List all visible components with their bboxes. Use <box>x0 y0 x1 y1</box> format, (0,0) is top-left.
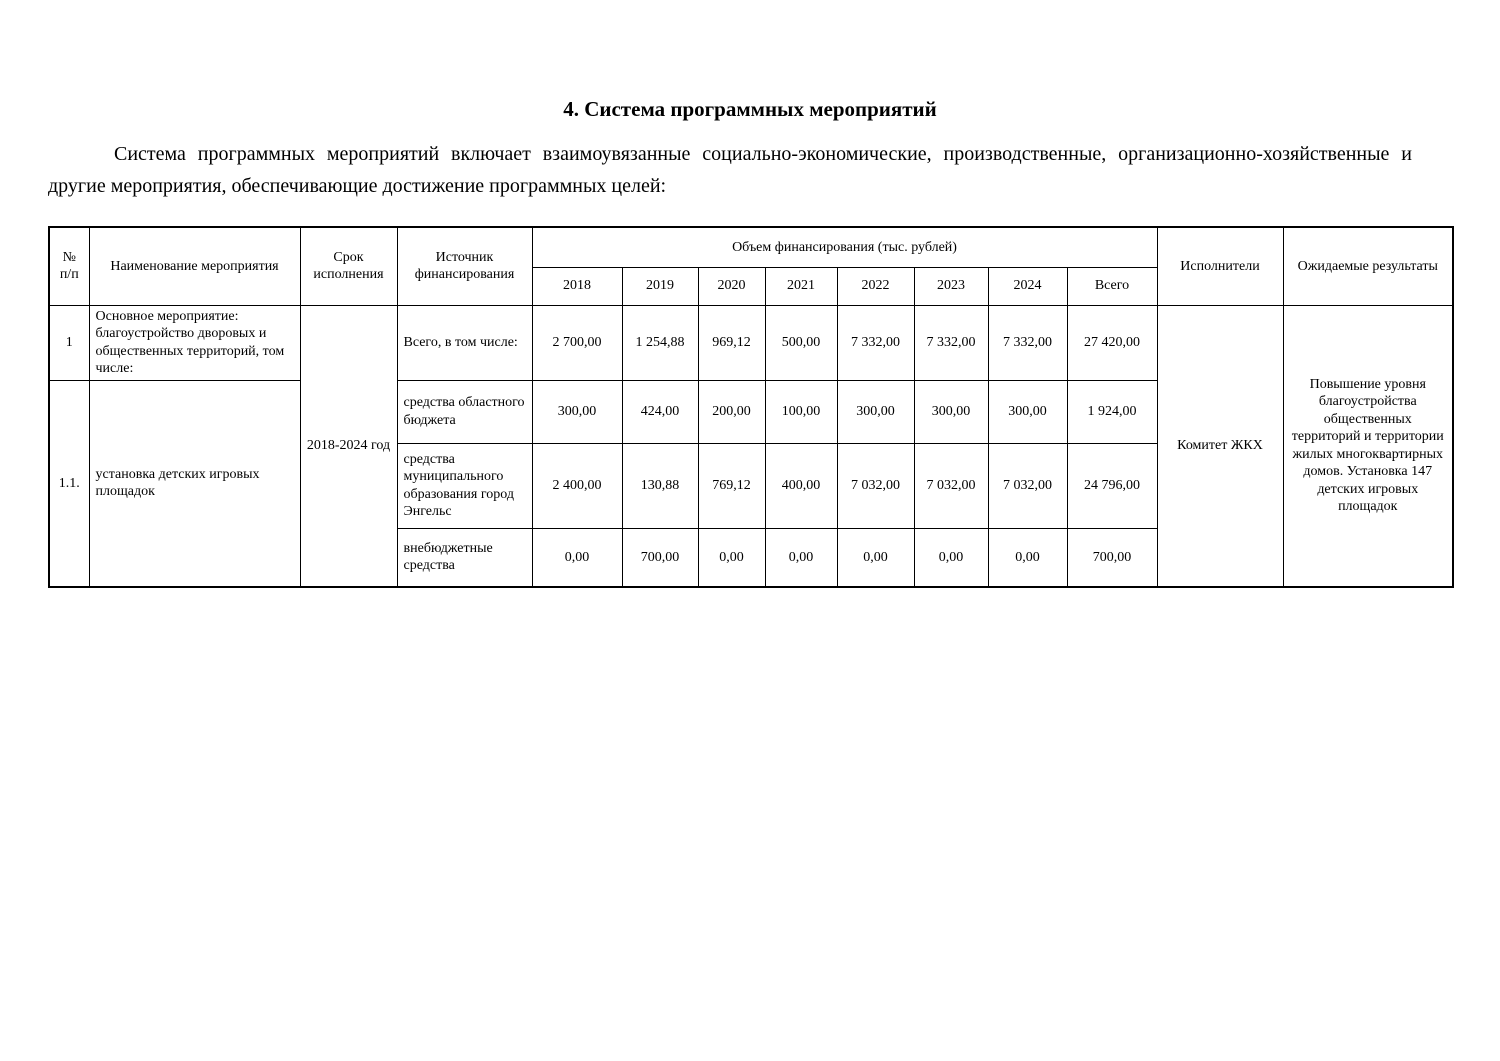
row4-source: внебюджетные средства <box>397 528 532 587</box>
row3-value-2020: 769,12 <box>698 443 765 528</box>
row2-value-2020: 200,00 <box>698 380 765 443</box>
row2-value-2019: 424,00 <box>622 380 698 443</box>
row2-num: 1.1. <box>49 380 89 587</box>
row4-value-2020: 0,00 <box>698 528 765 587</box>
row2-value-2021: 100,00 <box>765 380 837 443</box>
expected-results-cell: Повышение уровня благоустройства общественных территорий и территории жилых многоквартирных домов. Установка 147 детских игровых площадок <box>1283 305 1453 587</box>
header-funding-source: Источник финансирования <box>397 227 532 305</box>
row3-value-2019: 130,88 <box>622 443 698 528</box>
row1-value-2019: 1 254,88 <box>622 305 698 380</box>
header-year-2023: 2023 <box>914 267 988 305</box>
row4-value-2021: 0,00 <box>765 528 837 587</box>
row2-source: средства областного бюджета <box>397 380 532 443</box>
header-period: Срок исполнения <box>300 227 397 305</box>
row1-source: Всего, в том числе: <box>397 305 532 380</box>
period-cell: 2018-2024 год <box>300 305 397 587</box>
intro-paragraph: Система программных мероприятий включает взаимоувязанные социально-экономические, производственные, организационно-хозяйственные и другие мероприятия, обеспечивающие достижение программных целей: <box>48 143 1412 198</box>
header-funding-volume: Объем финансирования (тыс. рублей) <box>532 227 1157 267</box>
row2-value-2018: 300,00 <box>532 380 622 443</box>
row4-value-2024: 0,00 <box>988 528 1067 587</box>
row2-value-2024: 300,00 <box>988 380 1067 443</box>
row2-value-2023: 300,00 <box>914 380 988 443</box>
header-year-2020: 2020 <box>698 267 765 305</box>
row2-activity-name: установка детских игровых площадок <box>89 380 300 587</box>
header-year-2021: 2021 <box>765 267 837 305</box>
header-num: № п/п <box>49 227 89 305</box>
row4-value-total: 700,00 <box>1067 528 1157 587</box>
row1-value-2020: 969,12 <box>698 305 765 380</box>
row3-value-2022: 7 032,00 <box>837 443 914 528</box>
row1-value-2022: 7 332,00 <box>837 305 914 380</box>
header-executors: Исполнители <box>1157 227 1283 305</box>
row1-value-2023: 7 332,00 <box>914 305 988 380</box>
row1-value-2018: 2 700,00 <box>532 305 622 380</box>
table-row-main-activity <box>49 305 1453 380</box>
row4-value-2018: 0,00 <box>532 528 622 587</box>
row2-value-total: 1 924,00 <box>1067 380 1157 443</box>
row3-value-2024: 7 032,00 <box>988 443 1067 528</box>
row1-num: 1 <box>49 305 89 380</box>
row1-value-total: 27 420,00 <box>1067 305 1157 380</box>
row1-value-2024: 7 332,00 <box>988 305 1067 380</box>
header-expected-results: Ожидаемые результаты <box>1283 227 1453 305</box>
row1-activity-name: Основное мероприятие: благоустройство дворовых и общественных территорий, том числе: <box>89 305 300 380</box>
header-year-2018: 2018 <box>532 267 622 305</box>
header-activity-name: Наименование мероприятия <box>89 227 300 305</box>
header-total: Всего <box>1067 267 1157 305</box>
row4-value-2023: 0,00 <box>914 528 988 587</box>
program-activities-table <box>48 226 1454 588</box>
row3-value-2018: 2 400,00 <box>532 443 622 528</box>
row4-value-2022: 0,00 <box>837 528 914 587</box>
executor-cell: Комитет ЖКХ <box>1157 305 1283 587</box>
page-title: 4. Система программных мероприятий <box>563 97 937 121</box>
row1-value-2021: 500,00 <box>765 305 837 380</box>
row3-value-2021: 400,00 <box>765 443 837 528</box>
header-year-2019: 2019 <box>622 267 698 305</box>
header-year-2024: 2024 <box>988 267 1067 305</box>
row3-value-total: 24 796,00 <box>1067 443 1157 528</box>
row2-value-2022: 300,00 <box>837 380 914 443</box>
header-year-2022: 2022 <box>837 267 914 305</box>
row4-value-2019: 700,00 <box>622 528 698 587</box>
row3-source: средства муниципального образования город Энгельс <box>397 443 532 528</box>
row3-value-2023: 7 032,00 <box>914 443 988 528</box>
